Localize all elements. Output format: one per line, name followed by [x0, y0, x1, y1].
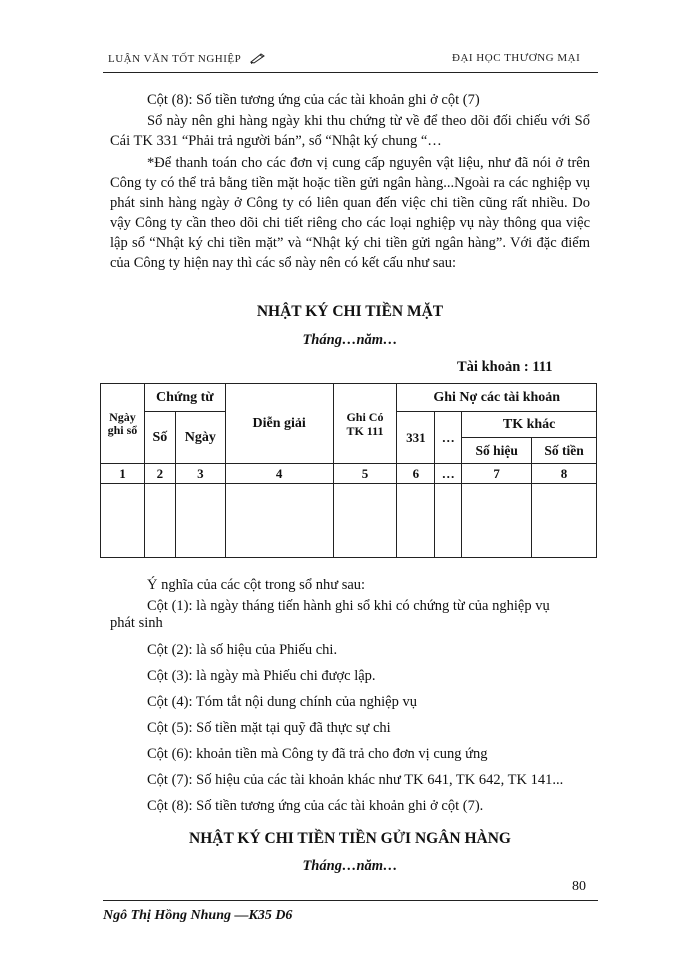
account-label: Tài khoản : 111	[457, 359, 553, 375]
col-number: 2	[144, 464, 175, 484]
col-number: 5	[333, 464, 397, 484]
header-voucher-date: Ngày	[175, 412, 225, 464]
header-left-text: LUẬN VĂN TỐT NGHIỆP	[108, 53, 241, 65]
running-header-left	[108, 52, 266, 67]
page-number: 80	[572, 879, 586, 894]
journal-title-cash: NHẬT KÝ CHI TIỀN MẶT	[256, 303, 444, 320]
col-number: 1	[101, 464, 145, 484]
header-date: Ngày ghi sổ	[101, 384, 145, 464]
footer-author: Ngô Thị Hồng Nhung —K35 D6	[103, 908, 293, 923]
col-number: 4	[225, 464, 333, 484]
empty-entry-row	[101, 484, 597, 558]
meaning-col3: Cột (3): là ngày mà Phiếu chi được lập.	[147, 668, 376, 684]
meaning-col2: Cột (2): là số hiệu của Phiếu chi.	[147, 642, 338, 658]
header-voucher-no: Số	[144, 412, 175, 464]
header-other-no: Số hiệu	[462, 438, 532, 464]
header-tk331: 331	[397, 412, 435, 464]
meaning-col1-b: phát sinh	[110, 615, 163, 631]
header-credit: Ghi Có TK 111	[333, 384, 397, 464]
intro-paragraph-2: Sổ này nên ghi hàng ngày khi thu chứng từ về để theo dõi đối chiếu với Sổ Cái TK 331 “Phải trả người bán”, sổ “Nhật ký chung “…	[110, 113, 590, 149]
header-description: Diễn giải	[225, 384, 333, 464]
header-rule	[103, 72, 598, 73]
meaning-col5: Cột (5): Số tiền mặt tại quỹ đã thực sự chi	[147, 720, 391, 736]
pen-icon	[250, 52, 266, 67]
column-number-row	[101, 464, 597, 484]
meaning-col4: Cột (4): Tóm tắt nội dung chính của nghiệp vụ	[147, 694, 417, 710]
col-number: 6	[397, 464, 435, 484]
col-number: …	[435, 464, 462, 484]
col-number: 7	[462, 464, 532, 484]
journal-period-bank: Tháng…năm…	[302, 858, 398, 874]
meaning-intro: Ý nghĩa của các cột trong sổ như sau:	[147, 577, 366, 593]
journal-period-cash: Tháng…năm…	[302, 332, 398, 348]
header-voucher: Chứng từ	[144, 384, 225, 412]
header-debit: Ghi Nợ các tài khoản	[397, 384, 597, 412]
col-number: 3	[175, 464, 225, 484]
intro-paragraph-3: *Để thanh toán cho các đơn vị cung cấp nguyên vật liệu, như đã nói ở trên Công ty có thể trả bằng tiền mặt hoặc tiền gửi ngân hàng...Ngoài ra các nghiệp vụ phát sinh hàng ngày ở Công ty có liên quan đến việc chi tiền cũng rất nhiều. Do vậy Công ty cần theo dõi chi tiết riêng cho các loại nghiệp vụ này thông qua việc lập sổ “Nhật ký chi tiền mặt” và “Nhật ký chi tiền gửi ngân hàng”. Với đặc điểm của Công ty hiện nay thì các sổ này nên có kết cấu như sau:	[110, 155, 590, 271]
meaning-col8: Cột (8): Số tiền tương ứng của các tài khoản ghi ở cột (7).	[147, 798, 484, 814]
col-number: 8	[532, 464, 597, 484]
meaning-col1-a: Cột (1): là ngày tháng tiến hành ghi sổ khi có chứng từ của nghiệp vụ	[147, 598, 550, 614]
footer-rule	[103, 900, 598, 901]
journal-title-bank: NHẬT KÝ CHI TIỀN TIỀN GỬI NGÂN HÀNG	[189, 830, 511, 847]
meaning-col6: Cột (6): khoản tiền mà Công ty đã trả cho đơn vị cung ứng	[147, 746, 488, 762]
cash-journal-table	[100, 383, 597, 558]
intro-line-col8: Cột (8): Số tiền tương ứng của các tài khoản ghi ở cột (7)	[147, 92, 480, 108]
meaning-col7: Cột (7): Số hiệu của các tài khoản khác như TK 641, TK 642, TK 141...	[147, 772, 564, 788]
header-other-accounts: TK khác	[462, 412, 597, 438]
header-other-amount: Số tiền	[532, 438, 597, 464]
running-header-right: ĐẠI HỌC THƯƠNG MẠI	[452, 52, 581, 64]
header-ellipsis: …	[435, 412, 462, 464]
